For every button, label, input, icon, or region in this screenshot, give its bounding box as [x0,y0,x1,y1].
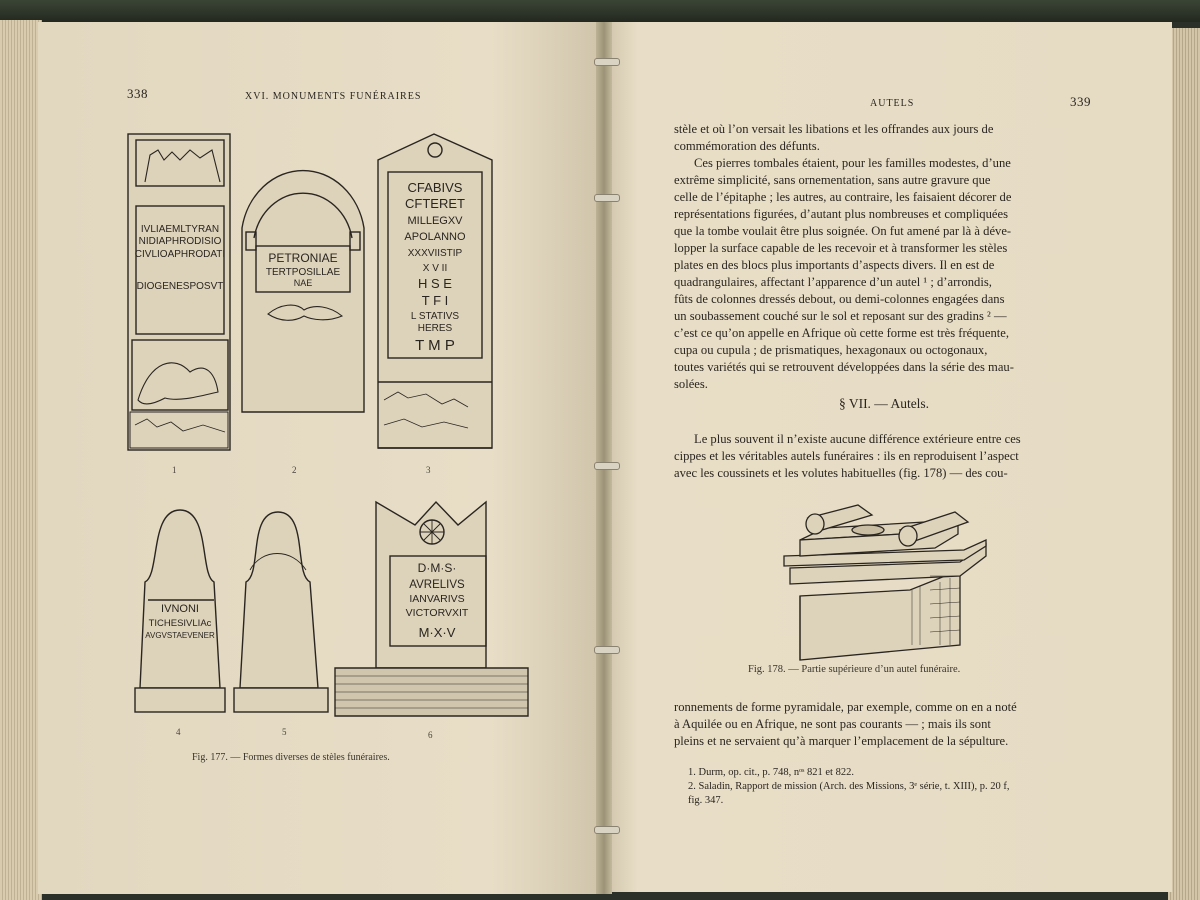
stele3-line-11: T M P [415,337,455,354]
text-line: avec les coussinets et les volutes habituelles (fig. 178) — des cou- [674,466,1008,480]
text-line: solées. [674,377,708,391]
stele4-line-2: TICHESIVLIAc [148,618,212,629]
text-line: plates en des blocs plus importants d’aspects divers. Il en est de [674,258,995,272]
right-running-head: AUTELS [870,98,915,109]
figure-number-5: 5 [282,727,287,737]
text-line: que la tombe voulait être plus soignée. On fut amené par là à déve- [674,224,1012,238]
right-folio: 339 [1070,94,1091,109]
text-line: représentations figurées, d’autant plus nombreuses et compliquées [674,207,1008,221]
text-line: quadrangulaires, affectant l’apparence d’un autel ¹ ; d’arrondis, [674,275,992,289]
stele1-line-3: CIVLIOAPHRODATI [134,249,226,260]
text-line: extrême simplicité, sans ornementation, sans autre gravure que [674,173,991,187]
text-line: à Aquilée ou en Afrique, ne sont pas courants — ; mais ils sont [674,717,991,731]
text-line: stèle et où l’on versait les libations et les offrandes aux jours de [674,122,994,136]
stele3-line-2: CFTERET [405,196,465,211]
stele2-line-1: PETRONIAE [268,251,338,265]
stele6-line-1: D·M·S· [417,561,457,575]
figure-number-1: 1 [172,465,177,475]
text-line: lopper la surface capable de les recevoir et à transformer les stèles [674,241,1008,255]
figure-number-2: 2 [292,465,297,475]
text-line: cippes et les véritables autels funéraires : ils en reproduisent l’aspect [674,449,1019,463]
stele3-line-5: XXXVIISTIP [407,248,463,259]
stele3-line-7: H S E [418,276,452,291]
stele6-line-2: AVRELIVS [409,579,465,591]
stele4-line-1: IVNONI [161,603,199,615]
text-line: toutes variétés qui se retrouvent développées dans la série des mau- [674,360,1014,374]
left-folio: 338 [127,86,148,101]
stele3-line-6: X V II [422,263,448,274]
stele6-line-5: M·X·V [418,625,456,640]
stele3-line-8: T F I [421,293,449,308]
stele1-line-1: IVLIAEMLTYRAN [140,224,220,235]
text-line: pleins et ne servaient qu’à marquer l’emplacement de la sépulture. [674,734,1009,748]
footnotes [688,766,1088,808]
figure-177-caption: Fig. 177. — Formes diverses de stèles funéraires. [192,752,390,763]
stele3-line-1: CFABIVS [407,180,463,195]
text-line: ronnements de forme pyramidale, par exemple, comme on en a noté [674,700,1017,714]
text-line: celle de l’épitaphe ; les autres, au contraire, les faisaient décorer de [674,190,1012,204]
stele6-line-4: VICTORVXIT [405,607,469,619]
stele4-line-3: AVGVSTAEVENER [145,631,215,640]
text-line: Ces pierres tombales étaient, pour les familles modestes, d’une [694,156,1011,170]
stele2-line-2: TERTPOSILLAE [265,267,341,278]
stele1-line-2: NIDIAPHRODISIO [138,236,222,247]
stele1-line-4: DIOGENESPOSVT [136,281,224,292]
left-running-head: XVI. MONUMENTS FUNÉRAIRES [245,91,422,102]
text-line: fûts de colonnes dressés debout, ou demi-colonnes engagées dans [674,292,1005,306]
stele6-line-3: IANVARIVS [409,593,465,605]
footnote-2: 2. Saladin, Rapport de mission (Arch. des Missions, 3ᵉ série, t. XIII), p. 20 f, [688,781,1010,792]
text-line: c’est ce qu’on appelle en Afrique où cette forme est très fréquente, [674,326,1009,340]
text-line: commémoration des défunts. [674,139,820,153]
stele3-line-4: APOLANNO [404,231,466,243]
footnote-2-cont: fig. 347. [688,795,724,806]
figure-number-3: 3 [426,465,431,475]
stele3-line-3: MILLEGXV [407,215,463,227]
text-line: cupa ou cupula ; de prismatiques, hexagonaux ou octogonaux, [674,343,988,357]
stele2-line-3: NAE [293,278,313,288]
section-heading: § VII. — Autels. [838,396,930,411]
text-line: un soubassement couché sur le sol et reposant sur des gradins ² — [674,309,1007,323]
paragraph-4 [674,699,1094,750]
stele3-line-9: L STATIVS [410,311,460,322]
figure-number-4: 4 [176,727,181,737]
footnote-1: 1. Durm, op. cit., p. 748, nᵒˢ 821 et 822. [688,767,854,778]
text-line: Le plus souvent il n’existe aucune différence extérieure entre ces [694,432,1021,446]
figure-number-6: 6 [428,730,433,740]
stele3-line-10: HERES [417,323,453,334]
figure-178-caption: Fig. 178. — Partie supérieure d’un autel funéraire. [748,664,961,675]
